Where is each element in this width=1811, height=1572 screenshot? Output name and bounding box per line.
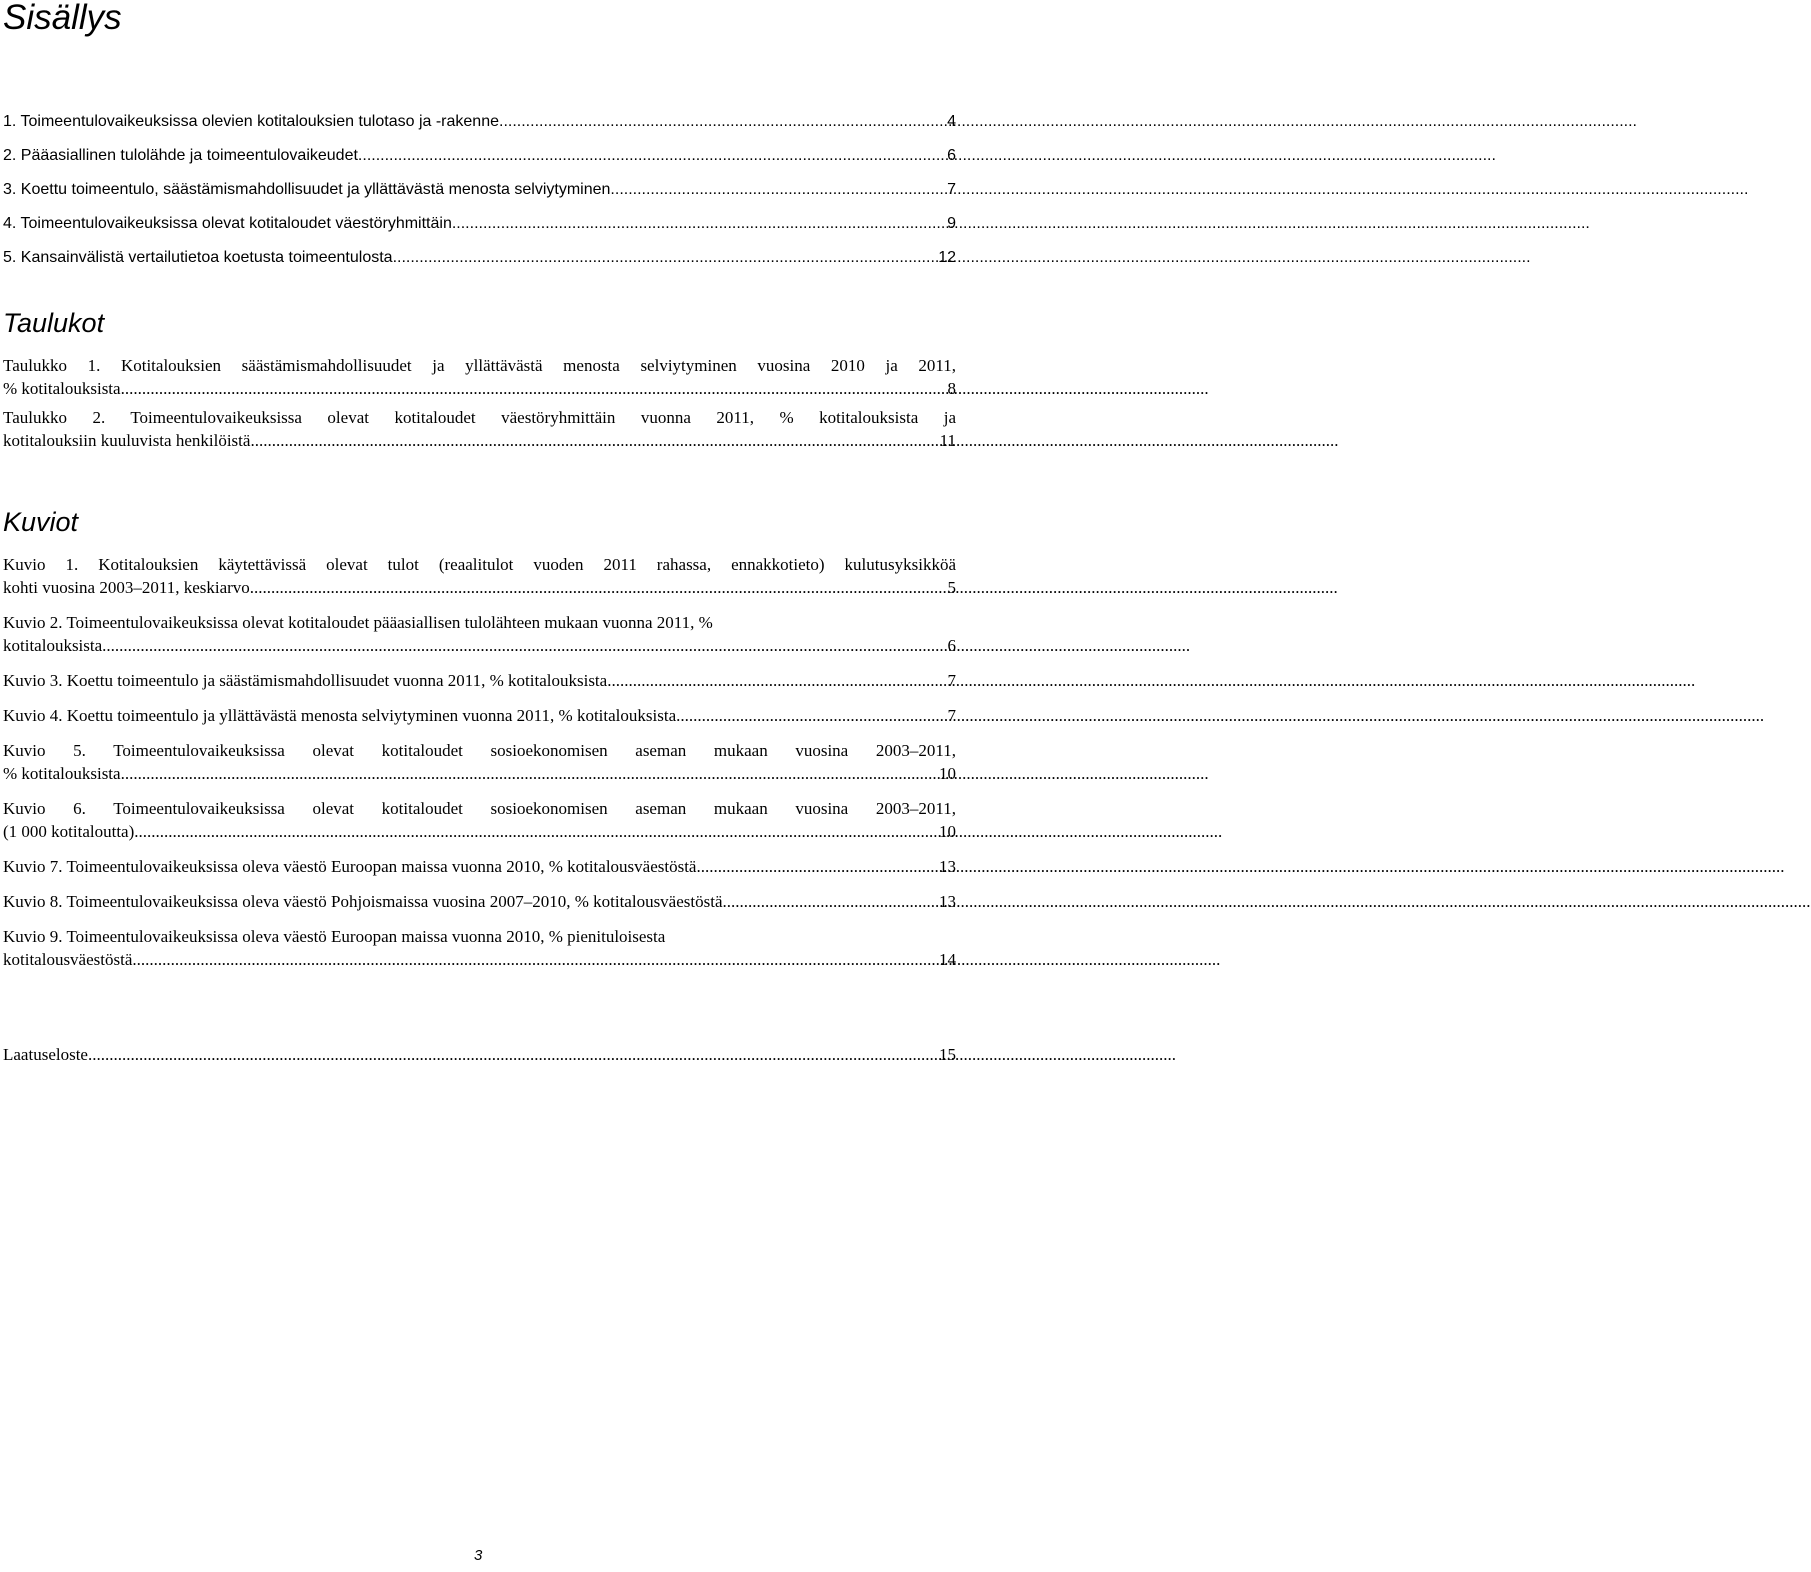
contents-entry[interactable] (3, 235, 956, 269)
figure-entry-text-line1: Kuvio 2. Toimeentulovaikeuksissa olevat kotitaloudet pääasiallisen tulolähteen mukaan vuonna 2011, % (3, 613, 713, 632)
figure-entry-text: Kuvio 4. Koettu toimeentulo ja yllättävästä menosta selviytyminen vuonna 2011, % kotitalouksista (3, 706, 677, 725)
page-title: Sisällys (3, 0, 122, 37)
figures-heading: Kuviot (3, 507, 79, 537)
figure-entry-text: Kuvio 8. Toimeentulovaikeuksissa oleva väestö Pohjoismaissa vuosina 2007–2010, % kotitalousväestöstä (3, 892, 723, 911)
figure-entry-text-line1: Kuvio 1. Kotitalouksien käytettävissä olevat tulot (reaalitulot vuoden 2011 rahassa, ennakkotieto) kulutusyksikköä (3, 555, 956, 574)
figure-entry-page: 7 (947, 671, 956, 690)
dot-leader (499, 110, 947, 133)
figure-entry-page: 10 (939, 822, 956, 841)
contents-entry-text: 2. Pääasiallinen tulolähde ja toimeentulovaikeudet (3, 147, 358, 164)
figures-list (3, 553, 956, 971)
contents-entry-text: 5. Kansainvälistä vertailutietoa koetusta toimeentulosta (3, 249, 393, 266)
dot-leader (88, 1043, 939, 1066)
dot-leader (102, 634, 947, 657)
quality-entry[interactable] (3, 1043, 956, 1066)
quality-entry-page: 15 (939, 1045, 956, 1064)
table-entry-page: 8 (947, 379, 956, 398)
quality-entry-text: Laatuseloste (3, 1045, 88, 1064)
contents-entry-text: 1. Toimeentulovaikeuksissa olevien kotitalouksien tulotaso ja -rakenne (3, 113, 499, 130)
dot-leader (250, 576, 948, 599)
contents-entry-page: 7 (947, 181, 956, 198)
contents-list (3, 99, 956, 269)
table-entry-page: 11 (939, 431, 956, 450)
page-number: 3 (474, 1547, 483, 1564)
contents-entry-page: 12 (938, 249, 956, 266)
figure-entry[interactable] (3, 553, 956, 599)
dot-leader (676, 704, 947, 727)
figure-entry[interactable] (3, 739, 956, 785)
contents-entry-page: 6 (947, 147, 956, 164)
contents-entry-text: 4. Toimeentulovaikeuksissa olevat kotitaloudet väestöryhmittäin (3, 215, 452, 232)
figure-entry-page: 14 (939, 950, 956, 969)
table-entry-text-line2: kotitalouksiin kuuluvista henkilöistä (3, 431, 251, 450)
table-entry[interactable] (3, 406, 956, 452)
figure-entry-text-line2: % kotitalouksista (3, 764, 121, 783)
contents-entry-page: 4 (947, 113, 956, 130)
dot-leader (696, 855, 939, 878)
contents-entry[interactable] (3, 99, 956, 133)
figure-entry-text-line1: Kuvio 5. Toimeentulovaikeuksissa olevat kotitaloudet sosioekonomisen aseman mukaan vuosina 2003–2011, (3, 741, 956, 760)
figure-entry-page: 7 (947, 706, 956, 725)
figure-entry[interactable] (3, 890, 956, 913)
dot-leader (393, 246, 939, 269)
table-entry-text-line2: % kotitalouksista (3, 379, 121, 398)
figure-entry-text-line2: kotitalouksista (3, 636, 103, 655)
dot-leader (121, 762, 939, 785)
figure-entry-text-line2: (1 000 kotitaloutta) (3, 822, 135, 841)
figure-entry-text-line1: Kuvio 6. Toimeentulovaikeuksissa olevat kotitaloudet sosioekonomisen aseman mukaan vuosina 2003–2011, (3, 799, 956, 818)
figure-entry[interactable] (3, 925, 956, 971)
dot-leader (607, 669, 947, 692)
figure-entry[interactable] (3, 797, 956, 843)
quality-list (3, 1043, 956, 1066)
figure-entry-page: 6 (947, 636, 956, 655)
dot-leader (132, 948, 939, 971)
table-entry-text-line1: Taulukko 2. Toimeentulovaikeuksissa olevat kotitaloudet väestöryhmittäin vuonna 2011, % kotitalouksista ja (3, 408, 956, 427)
dot-leader (610, 178, 947, 201)
dot-leader (723, 890, 940, 913)
dot-leader (250, 429, 939, 452)
contents-entry[interactable] (3, 201, 956, 235)
table-entry[interactable] (3, 354, 956, 400)
figure-entry-page: 13 (939, 892, 956, 911)
table-entry-text-line1: Taulukko 1. Kotitalouksien säästämismahdollisuudet ja yllättävästä menosta selviytyminen vuosina 2010 ja 2011, (3, 356, 956, 375)
figure-entry-text-line1: Kuvio 9. Toimeentulovaikeuksissa oleva väestö Euroopan maissa vuonna 2010, % pienituloisesta (3, 927, 666, 946)
dot-leader (134, 820, 939, 843)
figure-entry[interactable] (3, 855, 956, 878)
figure-entry[interactable] (3, 704, 956, 727)
tables-list (3, 354, 956, 452)
dot-leader (121, 377, 948, 400)
figure-entry-page: 10 (939, 764, 956, 783)
figure-entry-page: 13 (939, 857, 956, 876)
contents-entry-page: 9 (947, 215, 956, 232)
figure-entry[interactable] (3, 669, 956, 692)
contents-entry[interactable] (3, 167, 956, 201)
figure-entry-text-line2: kotitalousväestöstä (3, 950, 133, 969)
figure-entry-text: Kuvio 3. Koettu toimeentulo ja säästämismahdollisuudet vuonna 2011, % kotitalouksista (3, 671, 608, 690)
figure-entry-text-line2: kohti vuosina 2003–2011, keskiarvo (3, 578, 250, 597)
dot-leader (358, 144, 947, 167)
dot-leader (452, 212, 947, 235)
figure-entry[interactable] (3, 611, 956, 657)
figure-entry-text: Kuvio 7. Toimeentulovaikeuksissa oleva väestö Euroopan maissa vuonna 2010, % kotitalousväestöstä (3, 857, 697, 876)
tables-heading: Taulukot (3, 308, 105, 338)
contents-entry-text: 3. Koettu toimeentulo, säästämismahdollisuudet ja yllättävästä menosta selviytyminen (3, 181, 611, 198)
contents-entry[interactable] (3, 133, 956, 167)
figure-entry-page: 5 (947, 578, 956, 597)
